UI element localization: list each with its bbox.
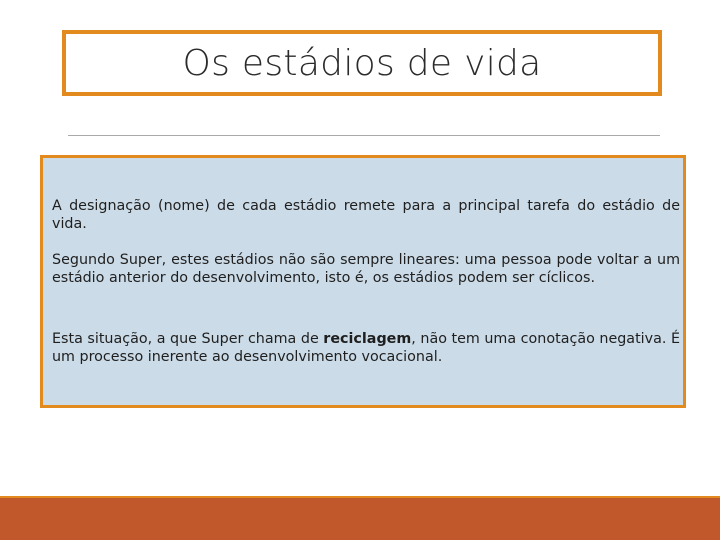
paragraph-recycling	[52, 330, 680, 366]
recycling-term: reciclagem	[323, 331, 412, 347]
paragraph-recycling-start: Esta situação, a que Super chama de	[52, 331, 324, 347]
paragraph-recycling-end: , não tem uma conotação negativa. É um processo inerente ao desenvolvimento vocacional.	[52, 331, 680, 365]
content-box	[40, 155, 686, 408]
title-box	[62, 30, 662, 96]
paragraph-super-nonlinear: Segundo Super, estes estádios não são sempre lineares: uma pessoa pode voltar a um estádio anterior do desenvolvimento, isto é, os estádios podem ser cíclicos.	[52, 252, 680, 286]
divider-line	[68, 135, 660, 136]
paragraph-designation: A designação (nome) de cada estádio remete para a principal tarefa do estádio de vida.	[52, 198, 680, 232]
footer-bar	[0, 498, 720, 540]
slide-title: Os estádios de vida	[182, 42, 542, 84]
